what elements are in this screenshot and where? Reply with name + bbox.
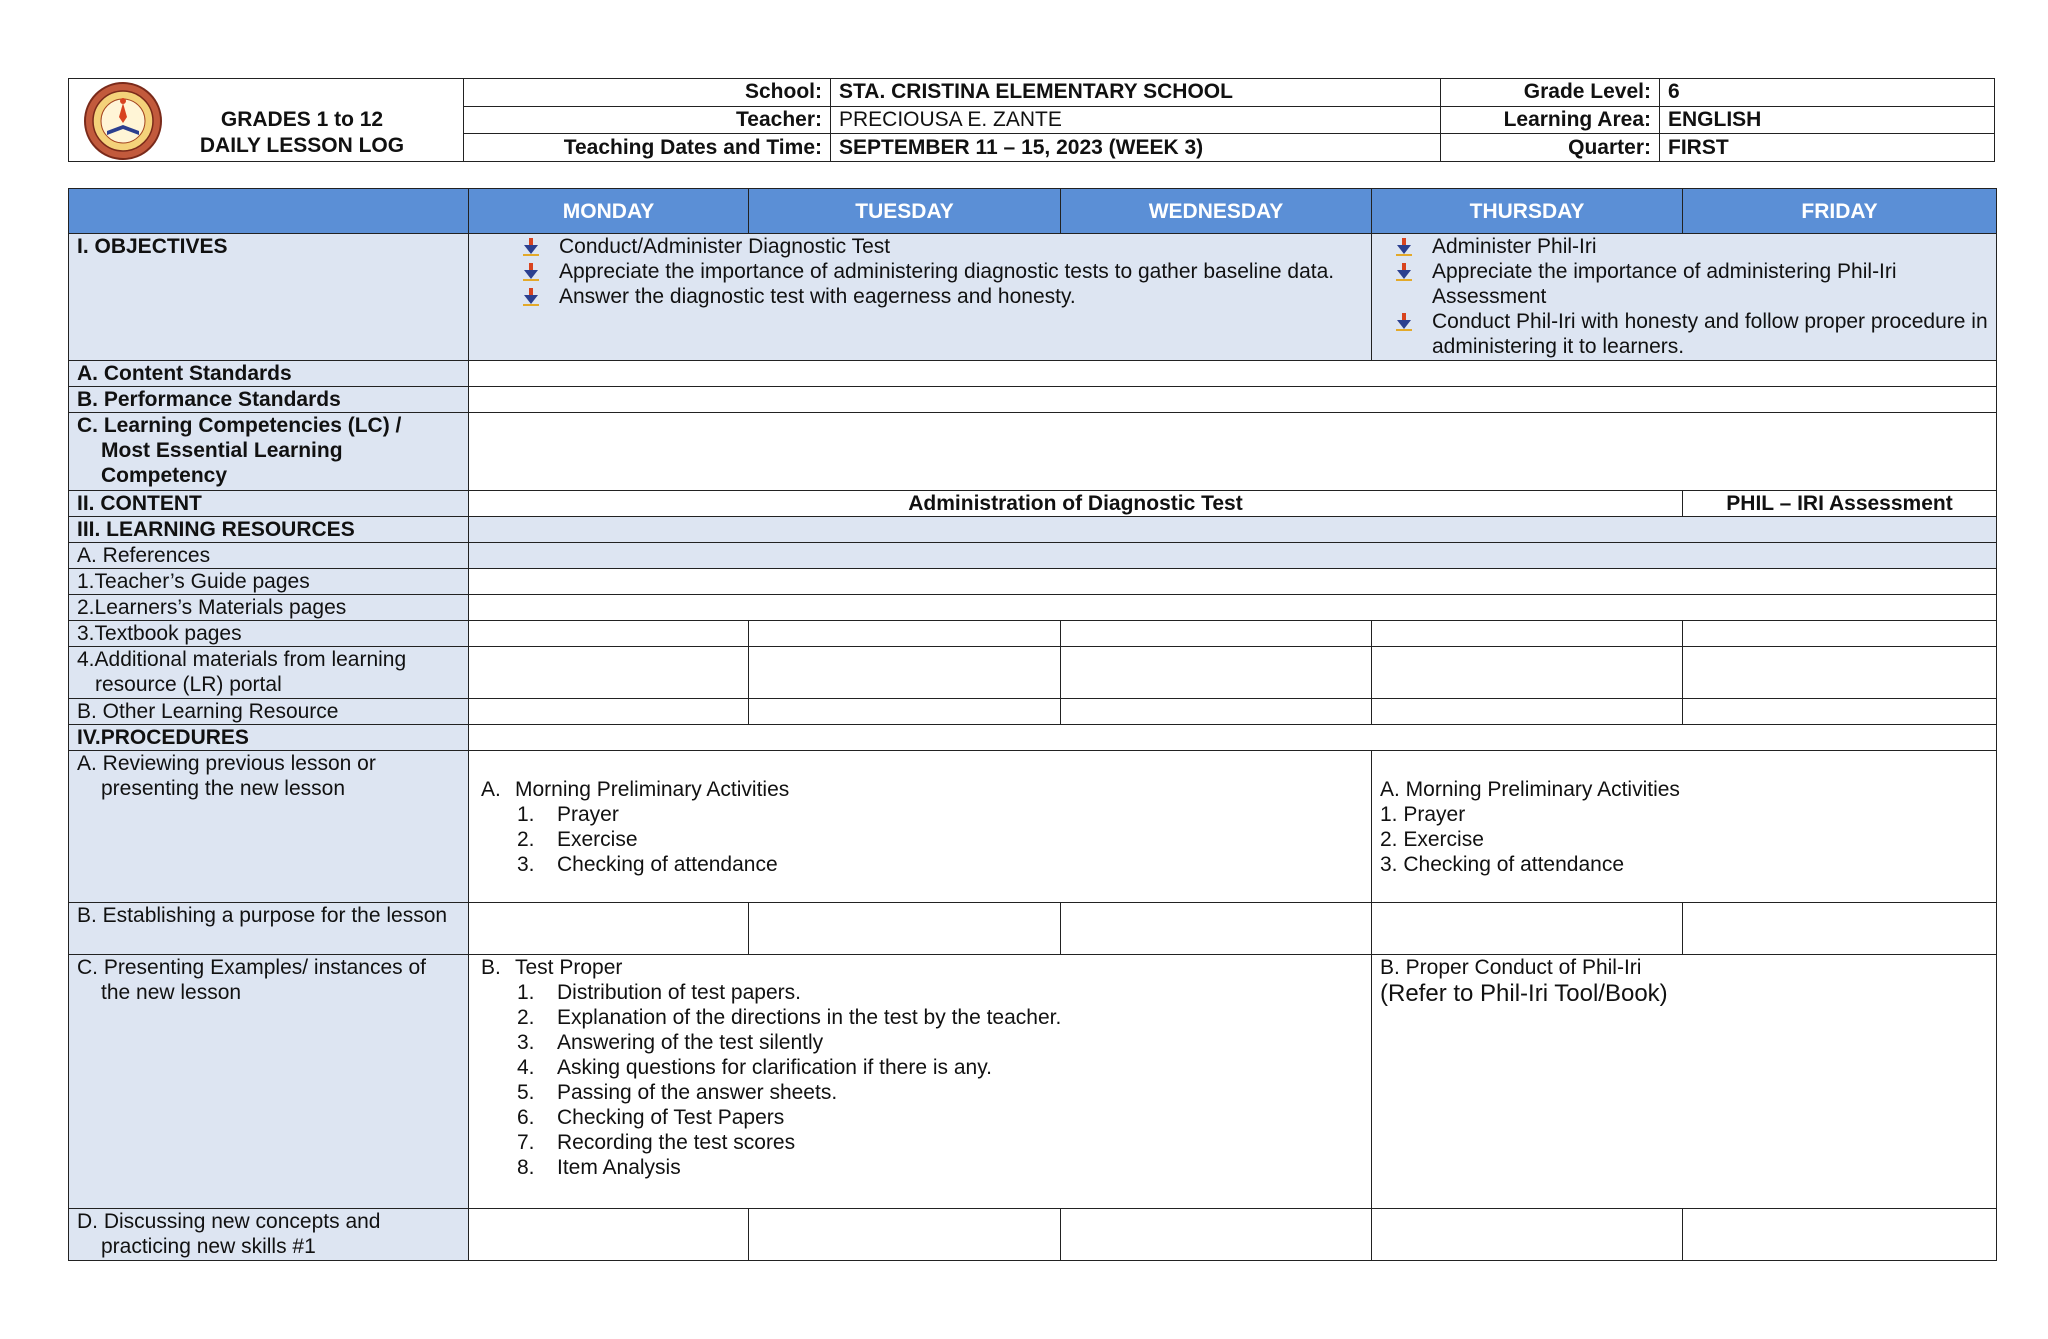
references-cell xyxy=(469,543,1997,569)
quarter-label: Quarter: xyxy=(1441,134,1660,162)
present-left-letter: B. xyxy=(481,956,501,979)
objective-text: Appreciate the importance of administering diagnostic tests to gather baseline data. xyxy=(559,260,1335,283)
dates-label: Teaching Dates and Time: xyxy=(464,134,831,162)
header-title-line2: DAILY LESSON LOG xyxy=(199,134,405,157)
numbered-item xyxy=(507,1030,1363,1055)
additional-mon xyxy=(469,647,749,699)
school-label: School: xyxy=(464,79,831,107)
school-value: STA. CRISTINA ELEMENTARY SCHOOL xyxy=(831,79,1441,107)
review-right-item: 1. Prayer xyxy=(1380,803,1466,826)
area-value: ENGLISH xyxy=(1660,106,1995,134)
objective-item xyxy=(509,259,1371,284)
header-table xyxy=(68,78,1995,162)
item-number: 3. xyxy=(517,1031,535,1054)
item-text: Recording the test scores xyxy=(557,1131,796,1154)
review-left-list xyxy=(477,802,1363,877)
learning-competencies-cell xyxy=(469,413,1997,491)
learning-resources-cell xyxy=(469,517,1997,543)
establishing-fri xyxy=(1683,903,1997,955)
quarter-value: FIRST xyxy=(1660,134,1995,162)
day-header-blank xyxy=(69,189,469,234)
item-text: Distribution of test papers. xyxy=(557,981,801,1004)
discussing-fri xyxy=(1683,1209,1997,1261)
item-number: 7. xyxy=(517,1131,535,1154)
review-right-item: 2. Exercise xyxy=(1380,828,1484,851)
additional-tue xyxy=(749,647,1061,699)
learners-materials-cell xyxy=(469,595,1997,621)
objectives-right-list xyxy=(1372,234,1992,359)
numbered-item xyxy=(507,1155,1363,1180)
performance-standards-cell xyxy=(469,387,1997,413)
item-number: 1. xyxy=(517,981,535,1004)
arrow-bullet-icon xyxy=(521,237,541,257)
row-label-learning-competencies xyxy=(69,413,469,491)
textbook-fri xyxy=(1683,621,1997,647)
objective-text: Conduct Phil-Iri with honesty and follow proper procedure in administering it to learners. xyxy=(1432,310,1988,358)
item-number: 1. xyxy=(517,803,535,826)
teachers-guide-cell xyxy=(469,569,1997,595)
grade-value: 6 xyxy=(1660,79,1995,107)
teacher-label: Teacher: xyxy=(464,106,831,134)
row-label-references: A. References xyxy=(69,543,469,569)
item-number: 2. xyxy=(517,1006,535,1029)
review-right-item: 3. Checking of attendance xyxy=(1380,853,1625,876)
item-text: Item Analysis xyxy=(557,1156,681,1179)
row-label-other-resource: B. Other Learning Resource xyxy=(69,699,469,725)
row-label-performance-standards: B. Performance Standards xyxy=(69,387,469,413)
establishing-mon xyxy=(469,903,749,955)
school-seal-icon xyxy=(83,81,163,161)
present-right-note: (Refer to Phil-Iri Tool/Book) xyxy=(1380,980,1668,1007)
other-resource-tue xyxy=(749,699,1061,725)
row-label-presenting: C. Presenting Examples/ instances of the new lesson xyxy=(69,955,469,1209)
numbered-item xyxy=(507,1005,1363,1030)
lc-line1: C. Learning Competencies (LC) / xyxy=(77,414,402,437)
item-text: Explanation of the directions in the test by the teacher. xyxy=(557,1006,1062,1029)
textbook-wed xyxy=(1061,621,1372,647)
item-number: 4. xyxy=(517,1056,535,1079)
item-text: Asking questions for clarification if there is any. xyxy=(557,1056,992,1079)
row-label-discussing: D. Discussing new concepts and practicing new skills #1 xyxy=(69,1209,469,1261)
row-label-procedures: IV.PROCEDURES xyxy=(69,725,469,751)
content-standards-cell xyxy=(469,361,1997,387)
lc-line3: Competency xyxy=(101,464,228,487)
header-title-line1: GRADES 1 to 12 xyxy=(220,108,384,131)
objective-text: Administer Phil-Iri xyxy=(1432,235,1597,258)
present-left-list xyxy=(477,980,1363,1180)
objective-item xyxy=(1382,309,1992,359)
row-label-reviewing: A. Reviewing previous lesson or presenting the new lesson xyxy=(69,751,469,903)
textbook-tue xyxy=(749,621,1061,647)
objectives-mon-wed xyxy=(469,234,1372,361)
item-text: Passing of the answer sheets. xyxy=(557,1081,838,1104)
numbered-item xyxy=(507,827,1363,852)
item-number: 8. xyxy=(517,1156,535,1179)
procedures-cell xyxy=(469,725,1997,751)
header-logo-cell xyxy=(69,79,464,162)
teacher-value: PRECIOUSA E. ZANTE xyxy=(831,106,1441,134)
dates-value: SEPTEMBER 11 – 15, 2023 (WEEK 3) xyxy=(831,134,1441,162)
objective-text: Appreciate the importance of administering Phil-Iri Assessment xyxy=(1432,260,1897,308)
review-right-list xyxy=(1380,802,1988,877)
row-label-objectives: I. OBJECTIVES xyxy=(69,234,469,361)
row-label-textbook: 3.Textbook pages xyxy=(69,621,469,647)
textbook-thu xyxy=(1372,621,1683,647)
additional-wed xyxy=(1061,647,1372,699)
row-label-content-standards: A. Content Standards xyxy=(69,361,469,387)
review-right-title: A. Morning Preliminary Activities xyxy=(1380,778,1680,801)
other-resource-thu xyxy=(1372,699,1683,725)
content-right-cell xyxy=(1683,491,1997,517)
item-text: Checking of Test Papers xyxy=(557,1106,785,1129)
establishing-thu xyxy=(1372,903,1683,955)
textbook-mon xyxy=(469,621,749,647)
other-resource-wed xyxy=(1061,699,1372,725)
item-text: Prayer xyxy=(557,803,619,826)
numbered-item xyxy=(507,1080,1363,1105)
item-number: 5. xyxy=(517,1081,535,1104)
objective-item xyxy=(1382,234,1992,259)
item-number: 6. xyxy=(517,1106,535,1129)
arrow-bullet-icon xyxy=(521,262,541,282)
item-number: 3. xyxy=(517,853,535,876)
establishing-wed xyxy=(1061,903,1372,955)
content-left-cell xyxy=(469,491,1683,517)
additional-fri xyxy=(1683,647,1997,699)
present-mon-wed xyxy=(469,955,1372,1209)
other-resource-mon xyxy=(469,699,749,725)
numbered-item xyxy=(507,802,1363,827)
objective-item xyxy=(509,284,1371,309)
item-text: Checking of attendance xyxy=(557,853,778,876)
grade-label: Grade Level: xyxy=(1441,79,1660,107)
numbered-item xyxy=(507,980,1363,1005)
review-mon-wed xyxy=(469,751,1372,903)
row-label-learners-materials: 2.Learners’s Materials pages xyxy=(69,595,469,621)
review-thu-fri xyxy=(1372,751,1997,903)
row-label-additional xyxy=(69,647,469,699)
objective-item xyxy=(1382,259,1992,309)
content-right-text: PHIL – IRI Assessment xyxy=(1726,492,1953,515)
arrow-bullet-icon xyxy=(1394,237,1414,257)
other-resource-fri xyxy=(1683,699,1997,725)
review-left-title: Morning Preliminary Activities xyxy=(515,778,790,801)
present-right-title: B. Proper Conduct of Phil-Iri xyxy=(1380,956,1642,979)
discussing-mon xyxy=(469,1209,749,1261)
day-header-friday: FRIDAY xyxy=(1683,189,1997,234)
discussing-wed xyxy=(1061,1209,1372,1261)
arrow-bullet-icon xyxy=(1394,262,1414,282)
present-left-heading xyxy=(477,955,1363,980)
review-left-heading xyxy=(477,777,1363,802)
numbered-item xyxy=(507,1105,1363,1130)
day-header-thursday: THURSDAY xyxy=(1372,189,1683,234)
discussing-tue xyxy=(749,1209,1061,1261)
objectives-thu-fri xyxy=(1372,234,1997,361)
day-header-monday: MONDAY xyxy=(469,189,749,234)
additional-label-text: 4.Additional materials from learning resource (LR) portal xyxy=(77,648,407,696)
objectives-left-list xyxy=(469,234,1371,309)
objective-text: Conduct/Administer Diagnostic Test xyxy=(559,235,891,258)
day-header-tuesday: TUESDAY xyxy=(749,189,1061,234)
establishing-tue xyxy=(749,903,1061,955)
arrow-bullet-icon xyxy=(1394,312,1414,332)
row-label-teachers-guide: 1.Teacher’s Guide pages xyxy=(69,569,469,595)
present-thu-fri xyxy=(1372,955,1997,1209)
present-left-title: Test Proper xyxy=(515,956,623,979)
day-header-wednesday: WEDNESDAY xyxy=(1061,189,1372,234)
review-left-letter: A. xyxy=(481,778,501,801)
row-label-learning-resources: III. LEARNING RESOURCES xyxy=(69,517,469,543)
header-title xyxy=(177,107,427,159)
item-number: 2. xyxy=(517,828,535,851)
lesson-log-table xyxy=(68,188,1997,1261)
area-label: Learning Area: xyxy=(1441,106,1660,134)
item-text: Exercise xyxy=(557,828,638,851)
numbered-item xyxy=(507,1130,1363,1155)
row-label-establishing: B. Establishing a purpose for the lesson xyxy=(69,903,469,955)
discussing-thu xyxy=(1372,1209,1683,1261)
item-text: Answering of the test silently xyxy=(557,1031,824,1054)
numbered-item xyxy=(507,852,1363,877)
objective-item xyxy=(509,234,1371,259)
content-left-text: Administration of Diagnostic Test xyxy=(908,492,1243,515)
objective-text: Answer the diagnostic test with eagerness and honesty. xyxy=(559,285,1076,308)
lc-line2: Most Essential Learning xyxy=(101,439,343,462)
row-label-content: II. CONTENT xyxy=(69,491,469,517)
numbered-item xyxy=(507,1055,1363,1080)
arrow-bullet-icon xyxy=(521,287,541,307)
additional-thu xyxy=(1372,647,1683,699)
